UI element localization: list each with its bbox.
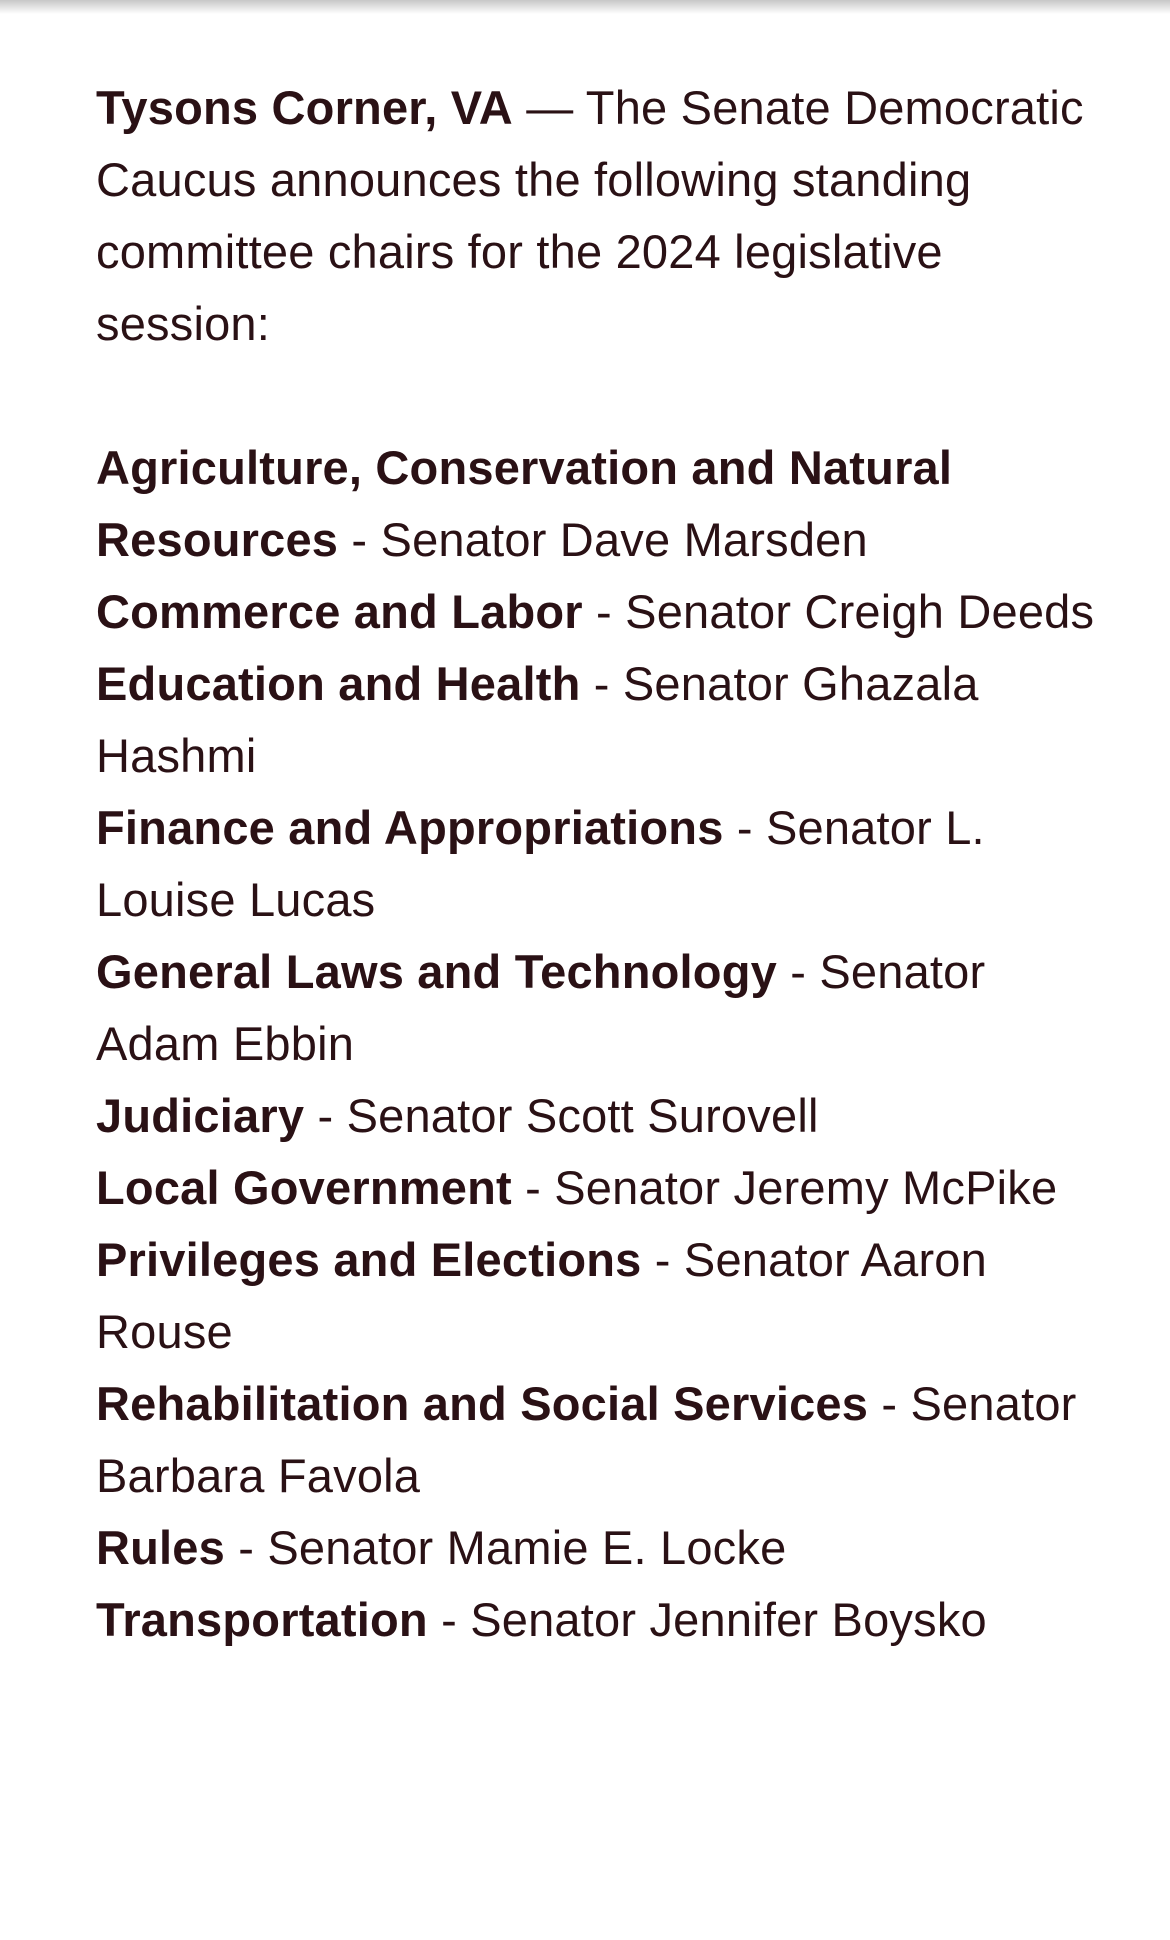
- committee-name: Education and Health: [96, 657, 581, 710]
- committee-name: Commerce and Labor: [96, 585, 583, 638]
- intro-paragraph: [96, 72, 1096, 360]
- list-item: [96, 432, 1096, 576]
- separator: -: [582, 585, 626, 638]
- committee-name: Finance and Appropriations: [96, 801, 724, 854]
- list-item: [96, 648, 1096, 792]
- separator: -: [868, 1377, 911, 1430]
- separator: -: [580, 657, 623, 710]
- committee-name: Privileges and Elections: [96, 1233, 642, 1286]
- chair-name: Senator Dave Marsden: [380, 513, 868, 566]
- chair-name: Senator Mamie E. Locke: [267, 1521, 787, 1574]
- list-item: [96, 576, 1096, 648]
- committee-name: Local Government: [96, 1161, 512, 1214]
- committee-name: Rules: [96, 1521, 225, 1574]
- list-item: [96, 936, 1096, 1080]
- dateline: Tysons Corner, VA: [96, 81, 513, 134]
- chair-name: Senator L. Louise Lucas: [96, 801, 985, 926]
- chair-name: Senator Jeremy McPike: [554, 1161, 1058, 1214]
- committee-chairs-list: [96, 432, 1096, 1656]
- list-item: [96, 1080, 1096, 1152]
- list-item: [96, 1512, 1096, 1584]
- separator: -: [427, 1593, 471, 1646]
- chair-name: Senator Barbara Favola: [96, 1377, 1077, 1502]
- committee-name: Rehabilitation and Social Services: [96, 1377, 869, 1430]
- list-item: [96, 1584, 1096, 1656]
- chair-name: Senator Scott Surovell: [346, 1089, 819, 1142]
- chair-name: Senator Jennifer Boysko: [470, 1593, 987, 1646]
- committee-name: General Laws and Technology: [96, 945, 777, 998]
- committee-name: Transportation: [96, 1593, 428, 1646]
- list-item: [96, 1368, 1096, 1512]
- separator: -: [641, 1233, 684, 1286]
- separator: -: [776, 945, 820, 998]
- separator: -: [723, 801, 766, 854]
- separator: -: [338, 513, 381, 566]
- separator: -: [511, 1161, 555, 1214]
- chair-name: Senator Aaron Rouse: [96, 1233, 987, 1358]
- chair-name: Senator Creigh Deeds: [625, 585, 1095, 638]
- chair-name: Senator Ghazala Hashmi: [96, 657, 979, 782]
- list-item: [96, 1224, 1096, 1368]
- committee-name: Agriculture, Conservation and Natural Resources: [96, 441, 953, 566]
- list-item: [96, 1152, 1096, 1224]
- chair-name: Senator Adam Ebbin: [96, 945, 986, 1070]
- committee-name: Judiciary: [96, 1089, 305, 1142]
- article-body: [96, 72, 1096, 1656]
- intro-text: — The Senate Democratic Caucus announces the following standing committee chairs for the 2024 legislative session:: [96, 81, 1084, 350]
- paragraph-spacer: [96, 360, 1096, 432]
- separator: -: [225, 1521, 268, 1574]
- top-shadow: [0, 0, 1170, 14]
- separator: -: [304, 1089, 347, 1142]
- list-item: [96, 792, 1096, 936]
